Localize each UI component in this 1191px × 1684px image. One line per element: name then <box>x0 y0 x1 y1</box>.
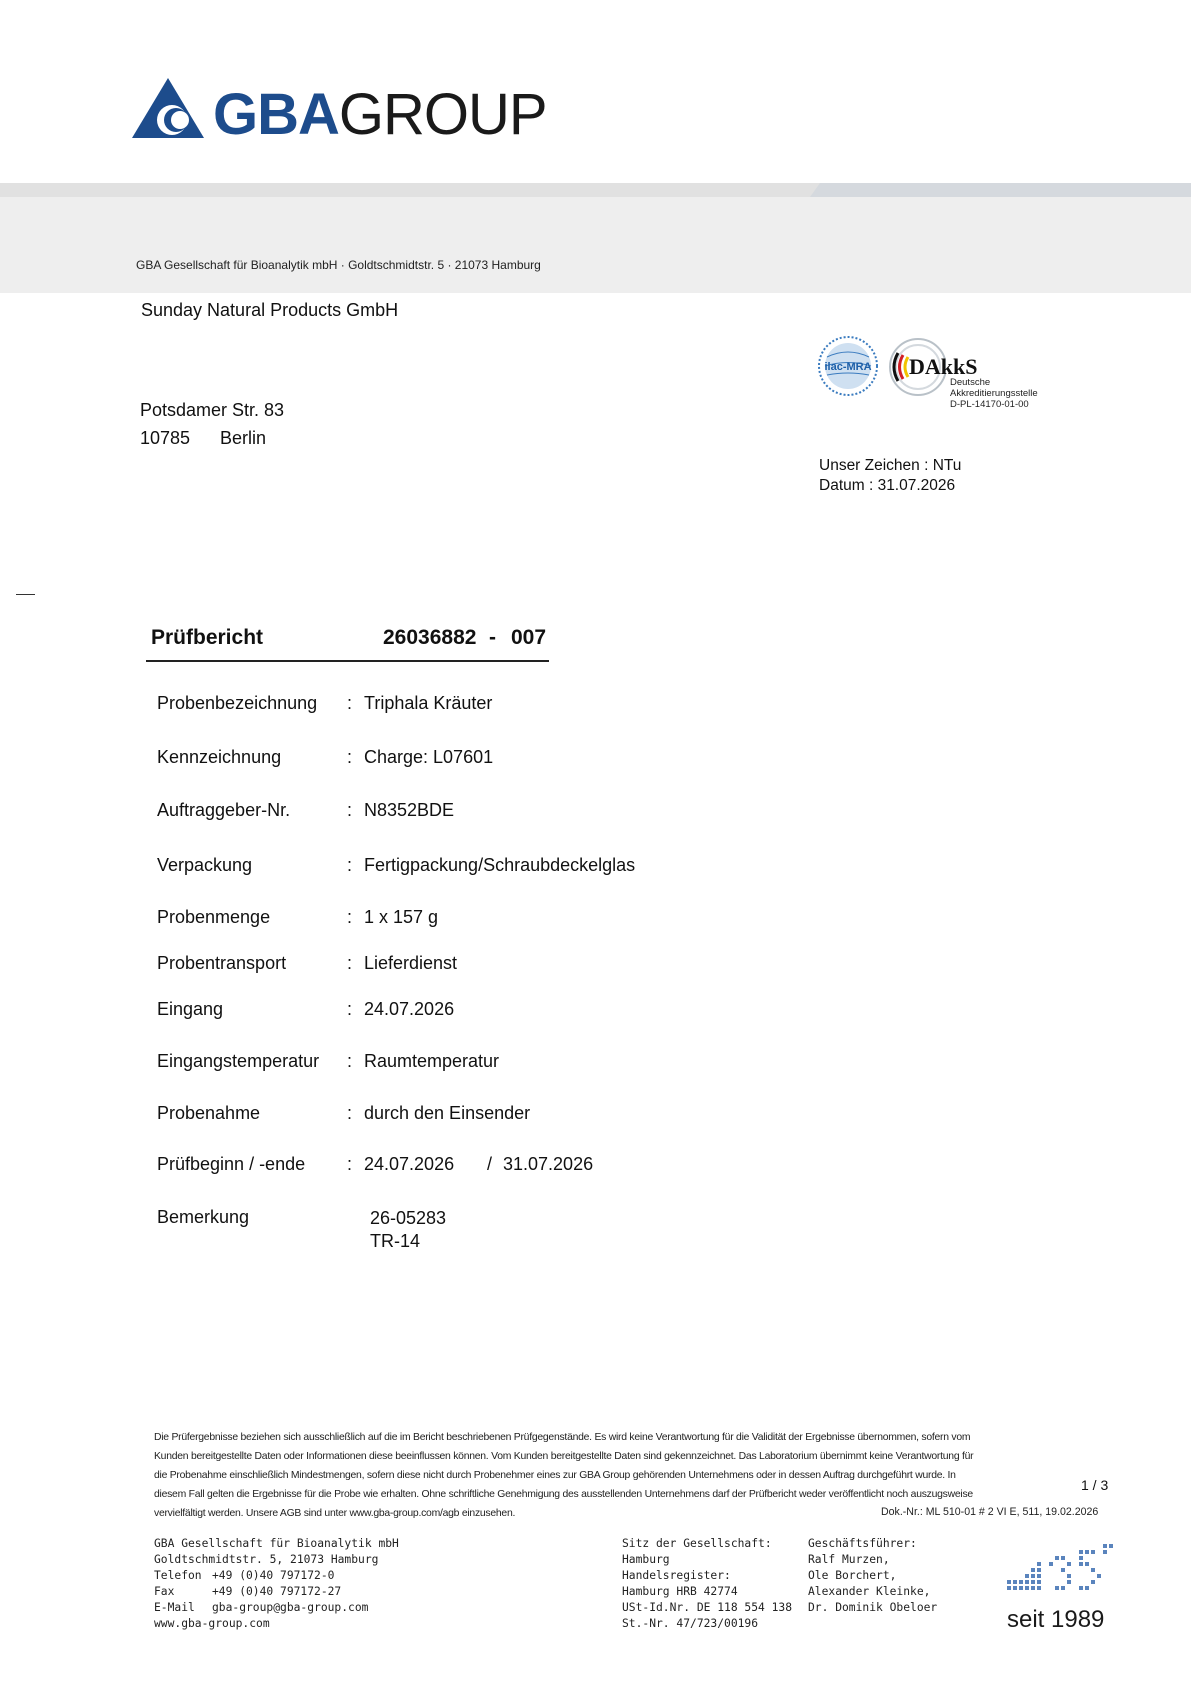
report-date: Datum : 31.07.2026 <box>819 477 956 494</box>
footer-contact-key: E-Mail <box>154 1601 195 1614</box>
dakks-line1: Deutsche <box>950 377 991 388</box>
field-label: Probenbezeichnung <box>157 693 318 713</box>
brand-logo <box>213 82 547 148</box>
footer-fax: +49 (0)40 797172-27 <box>212 1585 342 1598</box>
dakks-line2: Akkreditierungsstelle <box>950 388 1038 399</box>
footer-seat-line: USt-Id.Nr. DE 118 554 138 <box>622 1601 793 1614</box>
brand-name-regular: GROUP <box>338 82 547 147</box>
field-value: Triphala Kräuter <box>364 693 493 713</box>
field-value: 1 x 157 g <box>364 907 439 927</box>
field-separator: : <box>347 1051 353 1071</box>
page-number: 1 / 3 <box>1081 1477 1109 1493</box>
field-label: Auftraggeber-Nr. <box>157 800 291 820</box>
field-label: Probenmenge <box>157 907 271 927</box>
disclaimer-text: Die Prüfergebnisse beziehen sich ausschließlich auf die im Bericht beschriebenen Prüfgegenstände. Es wird keine Verantwortung für die Validität der Ergebnisse übernommen, sofern vom Kunden bereitgestellte Daten oder Informationen diese beeinflussen können. Vom Kunden bereitgestellte Daten sind gekennzeichnet. Das Laboratorium übernimmt keine Verantwortung für die Probenahme einschließlich Mindestmengen, sofern diese nicht durch Probenehmer eines zur GBA Group gehörenden Unternehmens oder in dessen Auftrag durchgeführt wurde. In diesem Fall gelten die Ergebnisse für die Probe wie erhalten. Ohne schriftliche Genehmigung des ausstellenden Unternehmens darf der Prüfbericht weder veröffentlicht noch auszugsweise vervielfältigt werden. Unsere AGB sind unter www.gba-group.com/agb einzusehen. <box>154 1432 974 1519</box>
field-value: durch den Einsender <box>364 1103 531 1123</box>
field-value-separator: / <box>487 1154 493 1174</box>
brand-name-bold: GBA <box>213 82 339 147</box>
field-separator: : <box>347 747 353 767</box>
field-label: Prüfbeginn / -ende <box>157 1154 306 1174</box>
field-value: 24.07.2026 <box>364 999 455 1019</box>
remark-line: 26-05283 <box>370 1208 447 1228</box>
field-separator: : <box>347 693 353 713</box>
field-label: Kennzeichnung <box>157 747 282 767</box>
field-label: Eingang <box>157 999 224 1019</box>
field-separator: : <box>347 1103 353 1123</box>
report-suffix: 007 <box>511 626 547 649</box>
field-value: Charge: L07601 <box>364 747 494 767</box>
footer-manager-line: Alexander Kleinke, <box>808 1585 931 1598</box>
fold-mark <box>16 594 35 595</box>
footer-manager-line: Ralf Murzen, <box>808 1553 890 1566</box>
field-separator: : <box>347 1154 353 1174</box>
dakks-label: DAkkS <box>909 354 978 379</box>
field-separator: : <box>347 907 353 927</box>
field-separator: : <box>347 855 353 875</box>
field-value: 24.07.2026 <box>364 1154 455 1174</box>
field-label: Verpackung <box>157 855 253 875</box>
remark-label: Bemerkung <box>157 1207 250 1227</box>
recipient-street: Potsdamer Str. 83 <box>140 400 285 420</box>
footer-manager-line: Geschäftsführer: <box>808 1537 917 1550</box>
footer-seat-line: Hamburg <box>622 1553 670 1566</box>
remark-line: TR-14 <box>370 1231 421 1251</box>
field-value: Lieferdienst <box>364 953 458 973</box>
footer-seat-line: St.-Nr. 47/723/00196 <box>622 1617 759 1630</box>
footer-email[interactable]: gba-group@gba-group.com <box>212 1601 369 1614</box>
report-number: 26036882 <box>383 626 477 649</box>
field-value: Raumtemperatur <box>364 1051 500 1071</box>
field-separator: : <box>347 999 353 1019</box>
our-sign: Unser Zeichen : NTu <box>819 457 962 474</box>
anniversary-text: seit 1989 <box>1007 1606 1105 1633</box>
recipient-postal-code: 10785 <box>140 428 191 448</box>
footer-phone: +49 (0)40 797172-0 <box>212 1569 335 1582</box>
ilac-mra-icon <box>817 335 879 397</box>
footer-manager-line: Ole Borchert, <box>808 1569 897 1582</box>
document-number: Dok.-Nr.: ML 510-01 # 2 VI E, 511, 19.02.2026 <box>881 1506 1099 1518</box>
footer-seat-line: Handelsregister: <box>622 1569 731 1582</box>
gba-logo-icon <box>132 78 204 138</box>
header-stripe-accent <box>810 183 1191 197</box>
field-label: Probentransport <box>157 953 287 973</box>
footer-seat-line: Sitz der Gesellschaft: <box>622 1537 772 1550</box>
report-title: Prüfbericht <box>151 626 264 649</box>
anniversary-35-icon <box>1003 1540 1115 1602</box>
footer-contact-key: Fax <box>154 1585 175 1598</box>
sender-address-line: GBA Gesellschaft für Bioanalytik mbH · Goldtschmidtstr. 5 · 21073 Hamburg <box>136 258 541 272</box>
footer-manager-line: Dr. Dominik Obeloer <box>808 1601 938 1614</box>
ilac-label: ilac-MRA <box>824 361 872 373</box>
field-value: Fertigpackung/Schraubdeckelglas <box>364 855 636 875</box>
report-underline <box>146 660 549 662</box>
footer-website[interactable]: www.gba-group.com <box>154 1617 270 1630</box>
header-band <box>0 183 1191 293</box>
footer-company-address: Goldtschmidtstr. 5, 21073 Hamburg <box>154 1553 379 1566</box>
footer-seat-line: Hamburg HRB 42774 <box>622 1585 738 1598</box>
recipient-name: Sunday Natural Products GmbH <box>141 300 399 320</box>
field-value-end: 31.07.2026 <box>503 1154 594 1174</box>
field-value: N8352BDE <box>364 800 455 820</box>
recipient-city: Berlin <box>220 428 267 448</box>
field-label: Eingangstemperatur <box>157 1051 320 1071</box>
dakks-id: D-PL-14170-01-00 <box>950 399 1029 410</box>
report-dash: - <box>489 626 496 649</box>
field-separator: : <box>347 800 353 820</box>
footer-company-name: GBA Gesellschaft für Bioanalytik mbH <box>154 1537 399 1550</box>
field-separator: : <box>347 953 353 973</box>
field-label: Probenahme <box>157 1103 261 1123</box>
footer-contact-key: Telefon <box>154 1569 202 1582</box>
